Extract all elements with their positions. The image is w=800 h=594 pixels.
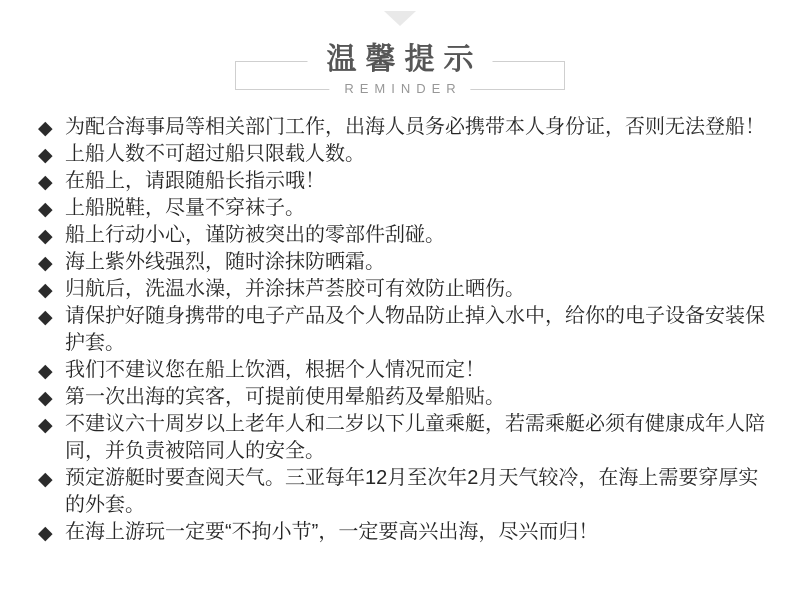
diamond-bullet-icon: ◆ <box>38 172 53 193</box>
diamond-bullet-icon: ◆ <box>38 253 53 274</box>
page-title: 温馨提示 <box>308 42 493 78</box>
reminder-page <box>0 11 800 594</box>
diamond-bullet-icon: ◆ <box>38 361 53 382</box>
list-item <box>38 303 772 357</box>
page-subtitle: REMINDER <box>329 81 470 97</box>
header-frame <box>235 43 565 96</box>
list-item <box>38 465 772 519</box>
tip-text: 我们不建议您在船上饮酒，根据个人情况而定！ <box>65 359 485 381</box>
list-item <box>38 249 772 276</box>
tip-text: 第一次出海的宾客，可提前使用晕船药及晕船贴。 <box>65 386 505 408</box>
tip-text: 请保护好随身携带的电子产品及个人物品防止掉入水中，给你的电子设备安装保护套。 <box>65 305 765 354</box>
diamond-bullet-icon: ◆ <box>38 523 53 544</box>
list-item <box>38 114 772 141</box>
list-item <box>38 357 772 384</box>
diamond-bullet-icon: ◆ <box>38 388 53 409</box>
tips-list <box>0 114 800 546</box>
tip-text: 归航后，洗温水澡，并涂抹芦荟胶可有效防止晒伤。 <box>65 278 525 300</box>
diamond-bullet-icon: ◆ <box>38 145 53 166</box>
diamond-bullet-icon: ◆ <box>38 280 53 301</box>
tip-text: 船上行动小心，谨防被突出的零部件刮碰。 <box>65 224 445 246</box>
list-item <box>38 168 772 195</box>
tip-text: 预定游艇时要查阅天气。三亚每年12月至次年2月天气较冷，在海上需要穿厚实的外套。 <box>65 467 759 516</box>
diamond-bullet-icon: ◆ <box>38 469 53 490</box>
tip-text: 为配合海事局等相关部门工作，出海人员务必携带本人身份证，否则无法登船！ <box>65 116 765 138</box>
tip-text: 海上紫外线强烈，随时涂抹防晒霜。 <box>65 251 385 273</box>
tip-text: 在海上游玩一定要“不拘小节”，一定要高兴出海，尽兴而归！ <box>65 521 599 543</box>
diamond-bullet-icon: ◆ <box>38 307 53 328</box>
chevron-down-triangle-icon <box>384 11 416 26</box>
tip-text: 上船脱鞋，尽量不穿袜子。 <box>65 197 305 219</box>
diamond-bullet-icon: ◆ <box>38 226 53 247</box>
tip-text: 上船人数不可超过船只限载人数。 <box>65 143 365 165</box>
list-item <box>38 411 772 465</box>
list-item <box>38 195 772 222</box>
list-item <box>38 384 772 411</box>
list-item <box>38 141 772 168</box>
list-item <box>38 222 772 249</box>
diamond-bullet-icon: ◆ <box>38 415 53 436</box>
diamond-bullet-icon: ◆ <box>38 199 53 220</box>
tip-text: 不建议六十周岁以上老年人和二岁以下儿童乘艇，若需乘艇必须有健康成年人陪同，并负责被陪同人的安全。 <box>65 413 765 462</box>
list-item <box>38 519 772 546</box>
list-item <box>38 276 772 303</box>
diamond-bullet-icon: ◆ <box>38 118 53 139</box>
tip-text: 在船上，请跟随船长指示哦！ <box>65 170 325 192</box>
